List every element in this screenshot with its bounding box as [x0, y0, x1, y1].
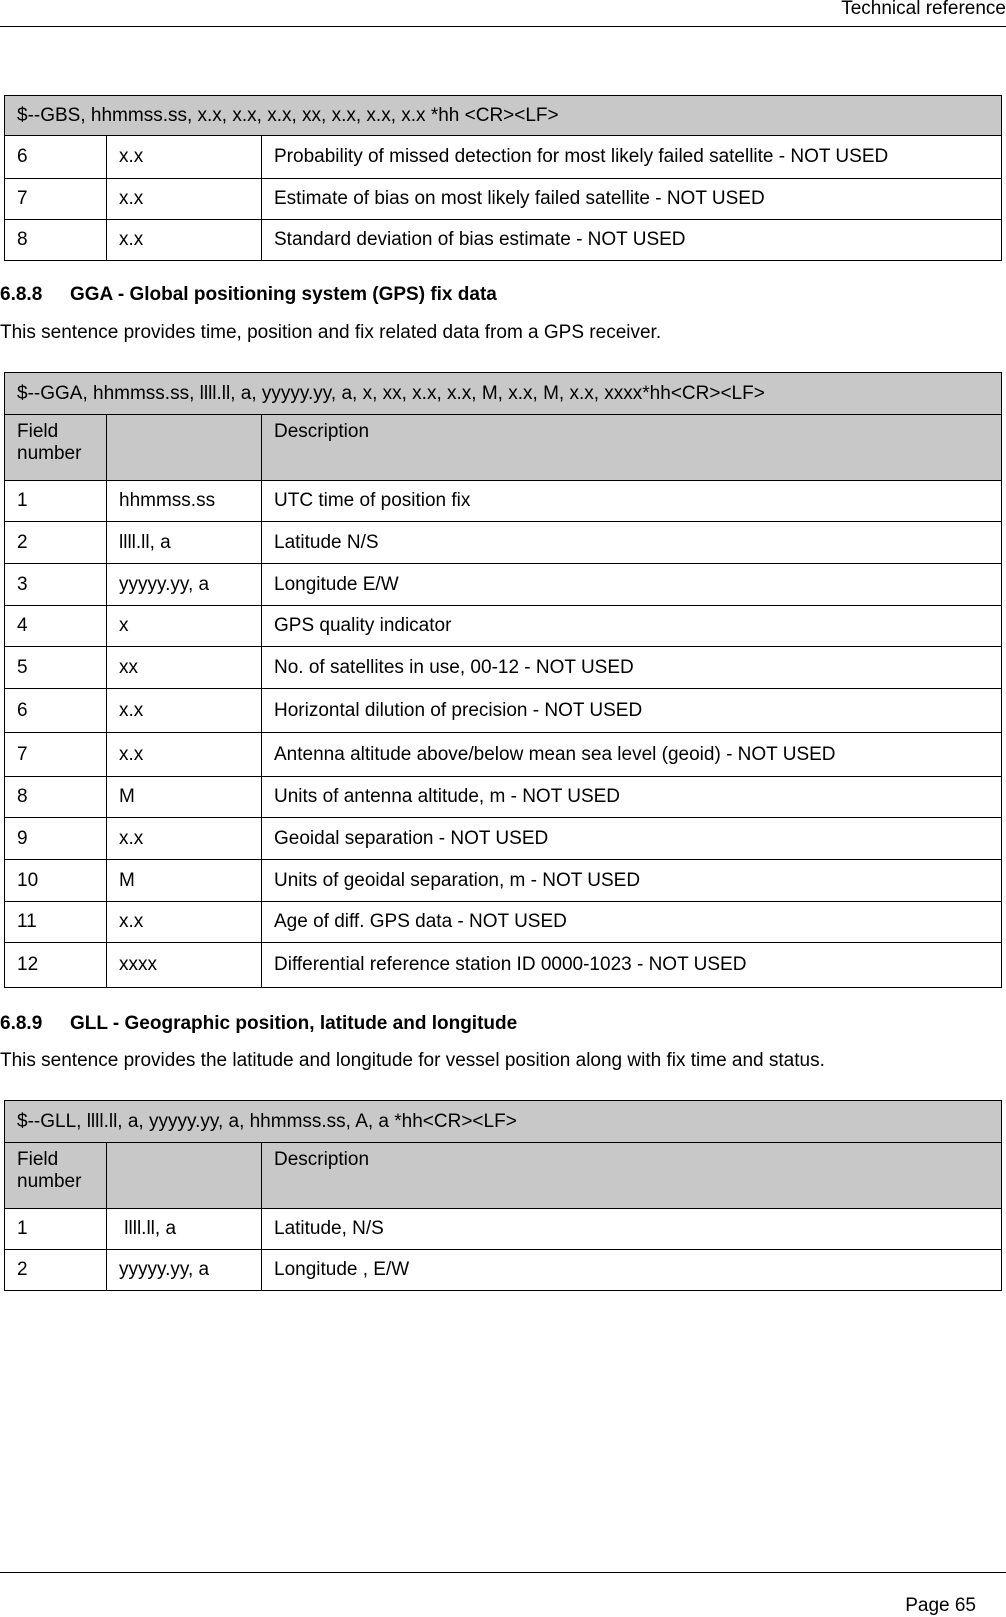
field-format: x.x	[107, 220, 262, 261]
field-number: 1	[5, 481, 107, 522]
column-header-description: Description	[262, 1143, 1002, 1209]
field-format: yyyyy.yy, a	[107, 564, 262, 606]
field-number: 4	[5, 606, 107, 647]
field-number: 10	[5, 860, 107, 902]
section-number: 6.8.8	[0, 284, 43, 305]
table-row	[5, 606, 1002, 647]
field-description: Horizontal dilution of precision - NOT USED	[262, 689, 1002, 733]
field-number: 2	[5, 522, 107, 564]
gga-table	[4, 372, 1002, 988]
gga-sentence: $--GGA, hhmmss.ss, llll.ll, a, yyyyy.yy, a, x, xx, x.x, x.x, M, x.x, M, x.x, xxxx*hh<CR><LF>	[5, 373, 1002, 415]
field-description: Longitude , E/W	[262, 1250, 1002, 1291]
field-number: 11	[5, 902, 107, 943]
section-heading-gga	[0, 284, 497, 306]
column-header-field-number: Field number	[5, 415, 107, 481]
field-number: 8	[5, 220, 107, 261]
field-format: llll.ll, a	[107, 522, 262, 564]
column-header-format	[107, 415, 262, 481]
field-description: Latitude, N/S	[262, 1209, 1002, 1250]
field-number: 6	[5, 136, 107, 179]
field-format: xx	[107, 647, 262, 689]
section-title: GGA - Global positioning system (GPS) fix data	[70, 284, 497, 305]
table-row	[5, 136, 1002, 179]
field-number: 5	[5, 647, 107, 689]
field-number: 2	[5, 1250, 107, 1291]
column-header-field-number: Field number	[5, 1143, 107, 1209]
field-description: GPS quality indicator	[262, 606, 1002, 647]
footer-divider	[0, 1572, 1006, 1573]
column-header-description: Description	[262, 415, 1002, 481]
table-row	[5, 522, 1002, 564]
table-row	[5, 902, 1002, 943]
field-description: Differential reference station ID 0000-1023 - NOT USED	[262, 943, 1002, 988]
gbs-table	[4, 95, 1002, 261]
field-format: hhmmss.ss	[107, 481, 262, 522]
field-format: x.x	[107, 689, 262, 733]
field-format: x.x	[107, 733, 262, 777]
field-number: 7	[5, 179, 107, 220]
table-header-row	[5, 415, 1002, 481]
table-header-row	[5, 1143, 1002, 1209]
section-title: GLL - Geographic position, latitude and longitude	[70, 1013, 518, 1034]
table-row	[5, 1250, 1002, 1291]
field-format: x.x	[107, 179, 262, 220]
field-format: x.x	[107, 818, 262, 860]
table-row	[5, 777, 1002, 818]
field-format: xxxx	[107, 943, 262, 988]
field-description: Units of antenna altitude, m - NOT USED	[262, 777, 1002, 818]
field-format: yyyyy.yy, a	[107, 1250, 262, 1291]
gga-sentence-row	[5, 373, 1002, 415]
field-description: Units of geoidal separation, m - NOT USED	[262, 860, 1002, 902]
field-format: M	[107, 777, 262, 818]
table-row	[5, 179, 1002, 220]
field-number: 3	[5, 564, 107, 606]
field-number: 7	[5, 733, 107, 777]
field-number: 12	[5, 943, 107, 988]
field-format: x.x	[107, 136, 262, 179]
gll-sentence: $--GLL, llll.ll, a, yyyyy.yy, a, hhmmss.ss, A, a *hh<CR><LF>	[5, 1101, 1002, 1143]
field-number: 9	[5, 818, 107, 860]
table-row	[5, 220, 1002, 261]
field-description: Longitude E/W	[262, 564, 1002, 606]
gll-table	[4, 1100, 1002, 1291]
field-number: 6	[5, 689, 107, 733]
table-row	[5, 943, 1002, 988]
table-row	[5, 647, 1002, 689]
header-divider	[0, 26, 1006, 27]
running-header: Technical reference	[841, 0, 1006, 19]
field-description: Estimate of bias on most likely failed satellite - NOT USED	[262, 179, 1002, 220]
table-row	[5, 481, 1002, 522]
field-description: Latitude N/S	[262, 522, 1002, 564]
field-description: Geoidal separation - NOT USED	[262, 818, 1002, 860]
column-header-format	[107, 1143, 262, 1209]
table-row	[5, 733, 1002, 777]
field-description: Age of diff. GPS data - NOT USED	[262, 902, 1002, 943]
table-row	[5, 689, 1002, 733]
table-row	[5, 1209, 1002, 1250]
field-format: M	[107, 860, 262, 902]
gbs-sentence-row	[5, 96, 1002, 136]
table-row	[5, 860, 1002, 902]
field-number: 1	[5, 1209, 107, 1250]
field-number: 8	[5, 777, 107, 818]
field-description: Standard deviation of bias estimate - NOT USED	[262, 220, 1002, 261]
gll-sentence-row	[5, 1101, 1002, 1143]
table-row	[5, 818, 1002, 860]
section-number: 6.8.9	[0, 1013, 43, 1034]
field-description: Antenna altitude above/below mean sea level (geoid) - NOT USED	[262, 733, 1002, 777]
field-description: No. of satellites in use, 00-12 - NOT USED	[262, 647, 1002, 689]
section-intro-gll: This sentence provides the latitude and longitude for vessel position along with fix time and status.	[0, 1050, 825, 1071]
section-intro-gga: This sentence provides time, position and fix related data from a GPS receiver.	[0, 322, 662, 343]
field-format: llll.ll, a	[107, 1209, 262, 1250]
field-description: Probability of missed detection for most likely failed satellite - NOT USED	[262, 136, 1002, 179]
section-heading-gll	[0, 1013, 517, 1035]
gbs-sentence: $--GBS, hhmmss.ss, x.x, x.x, x.x, xx, x.x, x.x, x.x *hh <CR><LF>	[5, 96, 1002, 136]
field-format: x.x	[107, 902, 262, 943]
page-number: Page 65	[905, 1595, 976, 1616]
table-row	[5, 564, 1002, 606]
field-format: x	[107, 606, 262, 647]
field-description: UTC time of position fix	[262, 481, 1002, 522]
